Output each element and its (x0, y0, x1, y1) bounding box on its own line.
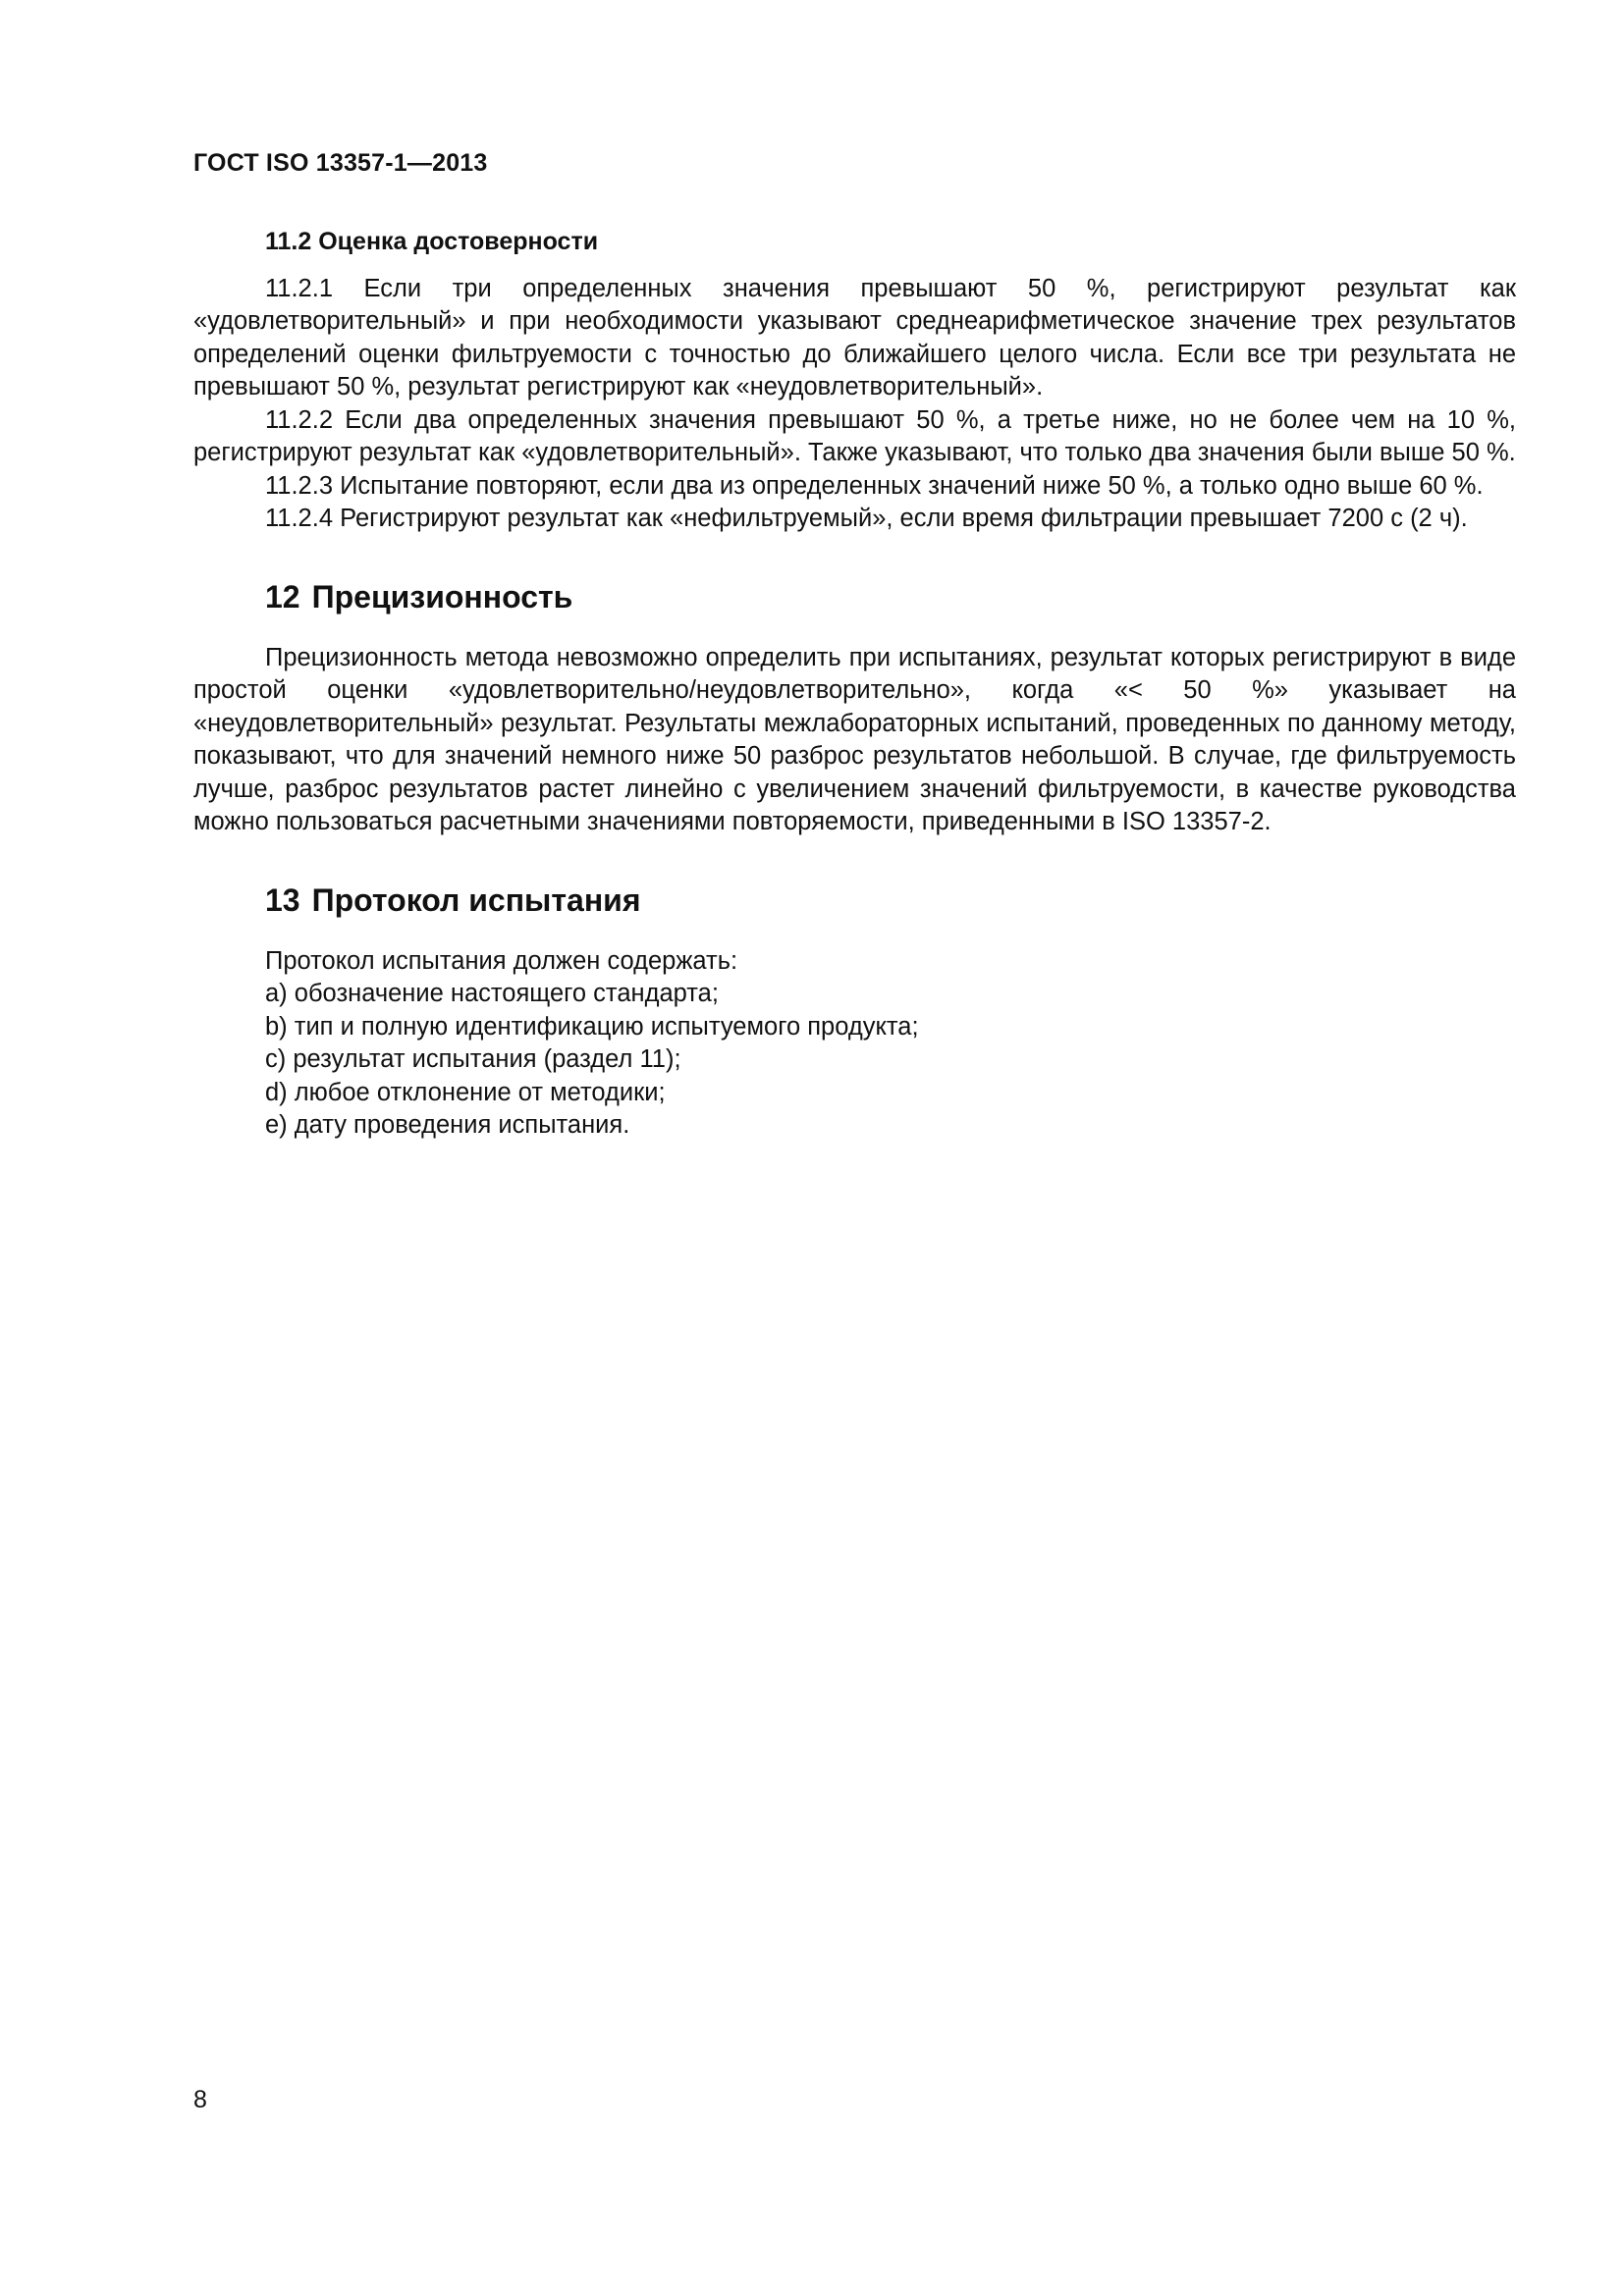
section-number-13: 13 (265, 881, 300, 918)
list-item: b) тип и полную идентификацию испытуемого продукта; (265, 1012, 919, 1041)
paragraph-11-2-1: 11.2.1 Если три определенных значения превышают 50 %, регистрируют результат как «удовлетворительный» и при необходимости указывают среднеарифметическое значение трех результатов определений оценки фильтруемости с точностью до ближайшего целого числа. Если все три результата не превышают 50 %, результат регистрируют как «неудовлетворительный». (193, 274, 1516, 400)
section-title-13: Протокол испытания (311, 881, 641, 918)
list-item: е) дату проведения испытания. (265, 1111, 630, 1139)
paragraph-11-2-4: 11.2.4 Регистрируют результат как «нефильтруемый», если время фильтрации превышает 7200 с (2 ч). (265, 505, 1468, 532)
protocol-list (193, 978, 1516, 1143)
section-heading-13 (193, 881, 1516, 920)
section-title-12: Прецизионность (311, 578, 573, 614)
subsection-heading-11-2: 11.2 Оценка достоверности (265, 228, 599, 255)
paragraph-11-2-3: 11.2.3 Испытание повторяют, если два из определенных значений ниже 50 %, а только одно выше 60 %. (265, 471, 1484, 500)
page-number: 8 (193, 2086, 207, 2113)
paragraph-12: Прецизионность метода невозможно определить при испытаниях, результат которых регистрируют в виде простой оценки «удовлетворительно/неудовлетворительно», когда «< 50 %» указывает на «неудовлетворительный» результат. Результаты межлабораторных испытаний, проведенных по данному методу, показывают, что для значений немного ниже 50 разброс результатов небольшой. В случае, где фильтруемость лучше, разброс результатов растет линейно с увеличением значений фильтруемости, в качестве руководства можно пользоваться расчетными значениями повторяемости, приведенными в ISO 13357-2. (193, 643, 1516, 835)
paragraph-11-2-2: 11.2.2 Если два определенных значения превышают 50 %, а третье ниже, но не более чем на 10 %, регистрируют результат как «удовлетворительный». Также указывают, что только два значения были выше 50 %. (193, 405, 1516, 466)
list-item: с) результат испытания (раздел 11); (265, 1045, 681, 1073)
protocol-intro: Протокол испытания должен содержать: (265, 946, 738, 975)
list-item: а) обозначение настоящего стандарта; (265, 980, 719, 1007)
list-item: d) любое отклонение от методики; (265, 1078, 666, 1106)
section-heading-12 (193, 577, 1516, 616)
document-header-title: ГОСТ ISO 13357-1—2013 (193, 149, 488, 177)
section-number-12: 12 (265, 578, 300, 614)
document-content (193, 226, 1516, 1143)
